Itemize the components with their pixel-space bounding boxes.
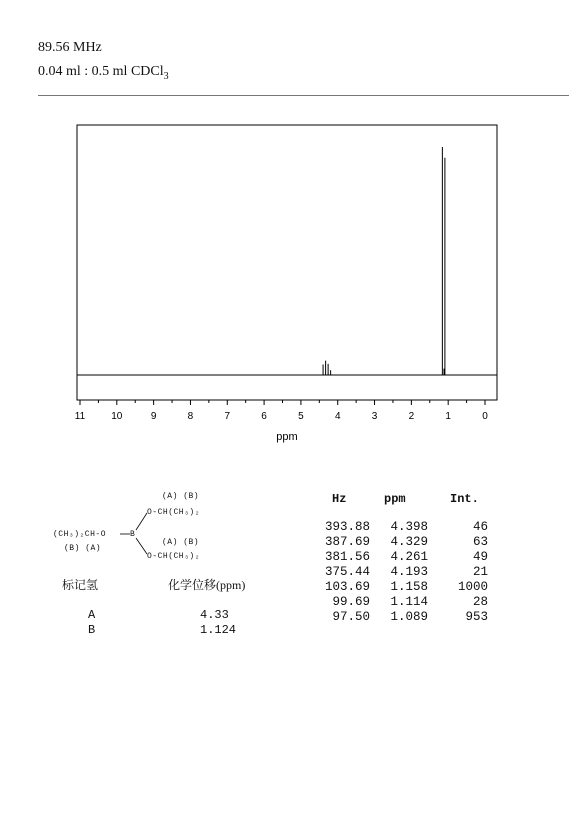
- bond-down: [136, 538, 147, 554]
- x-tick-label: 5: [298, 411, 304, 422]
- peaks-layer: [323, 147, 445, 375]
- structure-bottom-group: O-CH(CH₃)₂: [147, 552, 201, 561]
- peak-cell-hz: 99.69: [332, 595, 370, 609]
- molecule-structure: [40, 488, 280, 578]
- x-tick-label: 11: [74, 411, 86, 422]
- peak-header-int: Int.: [450, 492, 479, 506]
- plot-frame: [77, 125, 497, 400]
- spectrometer-frequency: 89.56 MHz: [38, 40, 102, 55]
- peak-cell-ppm: 4.329: [390, 535, 428, 549]
- bond-up: [136, 513, 147, 530]
- peak-header-ppm: ppm: [384, 492, 406, 506]
- x-axis-label: ppm: [276, 431, 298, 443]
- x-tick-label: 8: [187, 411, 194, 422]
- structure-center-atom: B: [130, 530, 136, 539]
- peak-cell-int: 49: [472, 550, 488, 564]
- assignment-row-a-label: A: [88, 608, 96, 622]
- peak-cell-ppm: 1.158: [390, 580, 428, 594]
- peak-cell-ppm: 1.089: [390, 610, 428, 624]
- peak-cell-ppm: 1.114: [390, 595, 428, 609]
- x-tick-label: 7: [224, 411, 231, 422]
- assignment-header-shift: 化学位移(ppm): [168, 578, 246, 592]
- x-tick-label: 3: [371, 411, 378, 422]
- peak-cell-ppm: 4.193: [390, 565, 428, 579]
- peak-cell-int: 46: [472, 520, 488, 534]
- peak-cell-ppm: 4.261: [390, 550, 428, 564]
- peak-header-hz: Hz: [332, 492, 347, 506]
- x-tick-label: 4: [334, 411, 341, 422]
- peak-cell-int: 953: [465, 610, 488, 624]
- peak-cell-hz: 103.69: [324, 580, 370, 594]
- x-tick-label: 9: [150, 411, 157, 422]
- structure-left-group: (CH₃)₂CH-O: [53, 530, 107, 539]
- x-tick-label: 2: [408, 411, 415, 422]
- peak-cell-hz: 387.69: [324, 535, 370, 549]
- x-tick-label: 10: [111, 411, 123, 422]
- peak-cell-int: 21: [472, 565, 488, 579]
- assignment-row-a-shift: 4.33: [200, 608, 229, 622]
- x-tick-label: 6: [261, 411, 267, 422]
- concentration-subscript: 3: [163, 70, 169, 82]
- assignment-row-b-label: B: [88, 623, 96, 637]
- structure-bonds: [40, 488, 280, 578]
- x-tick-label: 0: [482, 411, 488, 422]
- structure-top-group: O-CH(CH₃)₂: [147, 508, 201, 517]
- assignment-row-b-shift: 1.124: [200, 623, 237, 637]
- peak-cell-int: 28: [472, 595, 488, 609]
- peak-cell-hz: 97.50: [332, 610, 370, 624]
- structure-top-labels: (A) (B): [162, 492, 200, 501]
- peak-cell-hz: 381.56: [324, 550, 370, 564]
- structure-mid-labels: (A) (B): [162, 538, 200, 547]
- concentration-text: 0.04 ml : 0.5 ml CDCl: [38, 64, 164, 79]
- peak-cell-int: 63: [472, 535, 488, 549]
- structure-left-labels: (B) (A): [64, 544, 102, 553]
- peak-cell-hz: 375.44: [324, 565, 370, 579]
- peak-cell-ppm: 4.398: [390, 520, 428, 534]
- peak-cell-int: 1000: [457, 580, 488, 594]
- x-axis-ticks: [75, 400, 488, 422]
- peak-cell-hz: 393.88: [324, 520, 370, 534]
- x-tick-label: 1: [445, 411, 451, 422]
- assignment-header-label: 标记氢: [62, 578, 99, 592]
